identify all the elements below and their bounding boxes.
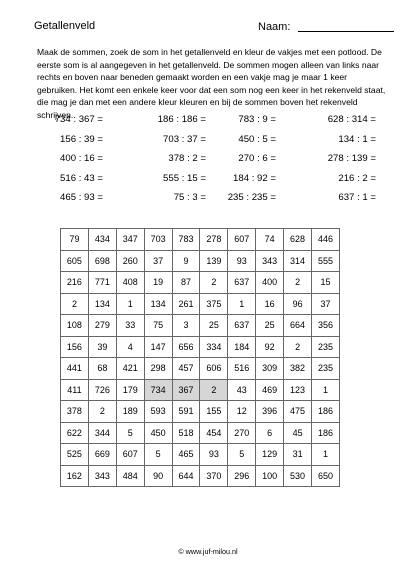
grid-cell[interactable]: 2: [284, 336, 312, 358]
grid-cell[interactable]: 446: [312, 229, 340, 251]
grid-cell[interactable]: 75: [144, 315, 172, 337]
grid-cell[interactable]: 162: [61, 465, 89, 487]
grid-cell[interactable]: 343: [256, 250, 284, 272]
grid-cell[interactable]: 607: [228, 229, 256, 251]
grid-cell[interactable]: 669: [88, 444, 116, 466]
grid-cell[interactable]: 108: [61, 315, 89, 337]
grid-cell[interactable]: 309: [256, 358, 284, 380]
grid-cell[interactable]: 2: [284, 272, 312, 294]
grid-cell[interactable]: 189: [116, 401, 144, 423]
grid-cell[interactable]: 100: [256, 465, 284, 487]
grid-cell[interactable]: 93: [200, 444, 228, 466]
grid-row: [61, 272, 340, 294]
grid-cell[interactable]: 2: [200, 379, 228, 401]
grid-cell[interactable]: 441: [61, 358, 89, 380]
grid-cell[interactable]: 726: [88, 379, 116, 401]
grid-cell[interactable]: 270: [228, 422, 256, 444]
grid-cell[interactable]: 93: [228, 250, 256, 272]
grid-cell[interactable]: 6: [256, 422, 284, 444]
grid-row: [61, 336, 340, 358]
grid-cell[interactable]: 771: [88, 272, 116, 294]
grid-cell[interactable]: 96: [284, 293, 312, 315]
grid-cell[interactable]: 19: [144, 272, 172, 294]
grid-cell[interactable]: 622: [61, 422, 89, 444]
sum-item: 637 : 1 =: [338, 192, 376, 203]
grid-row: [61, 315, 340, 337]
grid-cell[interactable]: 25: [200, 315, 228, 337]
sum-item: 628 : 314 =: [327, 114, 376, 125]
number-grid: [60, 228, 340, 487]
grid-cell[interactable]: 74: [256, 229, 284, 251]
grid-cell[interactable]: 31: [284, 444, 312, 466]
grid-cell[interactable]: 457: [172, 358, 200, 380]
sum-item: 278 : 139 =: [327, 153, 376, 164]
grid-cell[interactable]: 296: [228, 465, 256, 487]
grid-cell[interactable]: 656: [172, 336, 200, 358]
grid-cell[interactable]: 628: [284, 229, 312, 251]
grid-cell[interactable]: 37: [144, 250, 172, 272]
grid-cell[interactable]: 156: [61, 336, 89, 358]
sum-item: 378 : 2 =: [168, 153, 206, 164]
grid-cell[interactable]: 334: [200, 336, 228, 358]
sum-item: 216 : 2 =: [338, 173, 376, 184]
worksheet-title: Getallenveld: [34, 20, 96, 32]
grid-cell[interactable]: 184: [228, 336, 256, 358]
grid-cell[interactable]: 591: [172, 401, 200, 423]
sum-item: 703 : 37 =: [163, 134, 206, 145]
grid-cell[interactable]: 421: [116, 358, 144, 380]
grid-cell[interactable]: 260: [116, 250, 144, 272]
grid-cell[interactable]: 650: [312, 465, 340, 487]
grid-cell[interactable]: 45: [284, 422, 312, 444]
grid-cell[interactable]: 382: [284, 358, 312, 380]
grid-cell[interactable]: 734: [144, 379, 172, 401]
grid-row: [61, 465, 340, 487]
grid-row: [61, 422, 340, 444]
grid-cell[interactable]: 396: [256, 401, 284, 423]
sum-item: 75 : 3 =: [173, 192, 206, 203]
grid-cell[interactable]: 90: [144, 465, 172, 487]
grid-cell[interactable]: 134: [88, 293, 116, 315]
grid-cell[interactable]: 279: [88, 315, 116, 337]
sum-item: 516 : 43 =: [60, 173, 103, 184]
grid-row: [61, 444, 340, 466]
grid-cell[interactable]: 186: [312, 422, 340, 444]
grid-cell[interactable]: 5: [228, 444, 256, 466]
grid-cell[interactable]: 370: [200, 465, 228, 487]
grid-cell[interactable]: 450: [144, 422, 172, 444]
grid-cell[interactable]: 664: [284, 315, 312, 337]
grid-cell[interactable]: 525: [61, 444, 89, 466]
grid-cell[interactable]: 5: [116, 422, 144, 444]
grid-cell[interactable]: 400: [256, 272, 284, 294]
grid-cell[interactable]: 484: [116, 465, 144, 487]
grid-cell[interactable]: 347: [116, 229, 144, 251]
grid-cell[interactable]: 783: [172, 229, 200, 251]
grid-cell[interactable]: 33: [116, 315, 144, 337]
sum-item: 465 : 93 =: [60, 192, 103, 203]
grid-cell[interactable]: 68: [88, 358, 116, 380]
grid-cell[interactable]: 343: [88, 465, 116, 487]
grid-cell[interactable]: 605: [61, 250, 89, 272]
grid-cell[interactable]: 698: [88, 250, 116, 272]
grid-cell[interactable]: 555: [312, 250, 340, 272]
grid-cell[interactable]: 2: [61, 293, 89, 315]
grid-cell[interactable]: 375: [200, 293, 228, 315]
grid-cell[interactable]: 2: [200, 272, 228, 294]
grid-cell[interactable]: 4: [116, 336, 144, 358]
grid-cell[interactable]: 593: [144, 401, 172, 423]
grid-cell[interactable]: 15: [312, 272, 340, 294]
grid-cell[interactable]: 12: [228, 401, 256, 423]
grid-cell[interactable]: 278: [200, 229, 228, 251]
grid-cell[interactable]: 235: [312, 336, 340, 358]
grid-cell[interactable]: 155: [200, 401, 228, 423]
sum-item: 156 : 39 =: [60, 134, 103, 145]
grid-cell[interactable]: 87: [172, 272, 200, 294]
grid-cell[interactable]: 516: [228, 358, 256, 380]
grid-row: [61, 293, 340, 315]
grid-cell[interactable]: 37: [312, 293, 340, 315]
grid-cell[interactable]: 43: [228, 379, 256, 401]
name-field: [258, 20, 394, 33]
grid-cell[interactable]: 314: [284, 250, 312, 272]
grid-cell[interactable]: 378: [61, 401, 89, 423]
grid-cell[interactable]: 179: [116, 379, 144, 401]
grid-cell[interactable]: 1: [228, 293, 256, 315]
grid-cell[interactable]: 134: [144, 293, 172, 315]
grid-row: [61, 358, 340, 380]
grid-cell[interactable]: 454: [200, 422, 228, 444]
grid-cell[interactable]: 344: [88, 422, 116, 444]
instructions: Maak de sommen, zoek de som in het getallenveld en kleur de vakjes met een potlood. De eerste som is al aangegeven in het getallenveld. De sommen mogen alleen van links naar rechts en boven naar beneden gemaakt worden en een vakje mag je maar 1 keer gebruiken. Het komt een enkele keer voor dat een som nog een keer in het rekenveld staat, die mag je dan met een andere kleur kleuren en bij de sommen boven het rekenveld schrijven.: [37, 47, 386, 120]
grid-cell[interactable]: 139: [200, 250, 228, 272]
grid-cell[interactable]: 5: [144, 444, 172, 466]
grid-cell[interactable]: 606: [200, 358, 228, 380]
sum-item: 400 : 16 =: [60, 153, 103, 164]
sums-block: [0, 114, 416, 214]
grid-cell[interactable]: 518: [172, 422, 200, 444]
grid-cell[interactable]: 129: [256, 444, 284, 466]
grid-cell[interactable]: 25: [256, 315, 284, 337]
grid-cell[interactable]: 16: [256, 293, 284, 315]
grid-cell[interactable]: 637: [228, 315, 256, 337]
sum-item: 186 : 186 =: [157, 114, 206, 125]
grid-cell[interactable]: 9: [172, 250, 200, 272]
grid-cell[interactable]: 1: [116, 293, 144, 315]
grid-cell[interactable]: 235: [312, 358, 340, 380]
grid-cell[interactable]: 469: [256, 379, 284, 401]
sum-item: 134 : 1 =: [338, 134, 376, 145]
sum-item: 555 : 15 =: [163, 173, 206, 184]
grid-cell[interactable]: 261: [172, 293, 200, 315]
grid-row: [61, 379, 340, 401]
grid-cell[interactable]: 39: [88, 336, 116, 358]
grid-cell[interactable]: 434: [88, 229, 116, 251]
grid-row: [61, 229, 340, 251]
sum-item: 184 : 92 =: [233, 173, 276, 184]
grid-cell[interactable]: 1: [312, 379, 340, 401]
grid-cell[interactable]: 703: [144, 229, 172, 251]
grid-cell[interactable]: 607: [116, 444, 144, 466]
grid-cell[interactable]: 644: [172, 465, 200, 487]
sum-item: 270 : 6 =: [238, 153, 276, 164]
grid-cell[interactable]: 92: [256, 336, 284, 358]
grid-cell[interactable]: 1: [312, 444, 340, 466]
grid-cell[interactable]: 147: [144, 336, 172, 358]
grid-row: [61, 250, 340, 272]
grid-cell[interactable]: 356: [312, 315, 340, 337]
grid-cell[interactable]: 186: [312, 401, 340, 423]
grid-cell[interactable]: 216: [61, 272, 89, 294]
footer-credit: © www.juf-milou.nl: [178, 547, 238, 556]
name-line: [298, 20, 394, 32]
grid-cell[interactable]: 367: [172, 379, 200, 401]
grid-cell[interactable]: 79: [61, 229, 89, 251]
grid-cell[interactable]: 298: [144, 358, 172, 380]
sum-item: 783 : 9 =: [238, 114, 276, 125]
grid-cell[interactable]: 530: [284, 465, 312, 487]
grid-cell[interactable]: 637: [228, 272, 256, 294]
grid-cell[interactable]: 408: [116, 272, 144, 294]
grid-cell[interactable]: 411: [61, 379, 89, 401]
sum-item: 450 : 5 =: [238, 134, 276, 145]
sum-item: 235 : 235 =: [227, 192, 276, 203]
sum-item: 734 : 367 =: [54, 114, 103, 125]
grid-cell[interactable]: 123: [284, 379, 312, 401]
grid-cell[interactable]: 465: [172, 444, 200, 466]
grid-cell[interactable]: 3: [172, 315, 200, 337]
grid-cell[interactable]: 2: [88, 401, 116, 423]
name-label: Naam:: [258, 21, 291, 33]
grid-cell[interactable]: 475: [284, 401, 312, 423]
grid-row: [61, 401, 340, 423]
